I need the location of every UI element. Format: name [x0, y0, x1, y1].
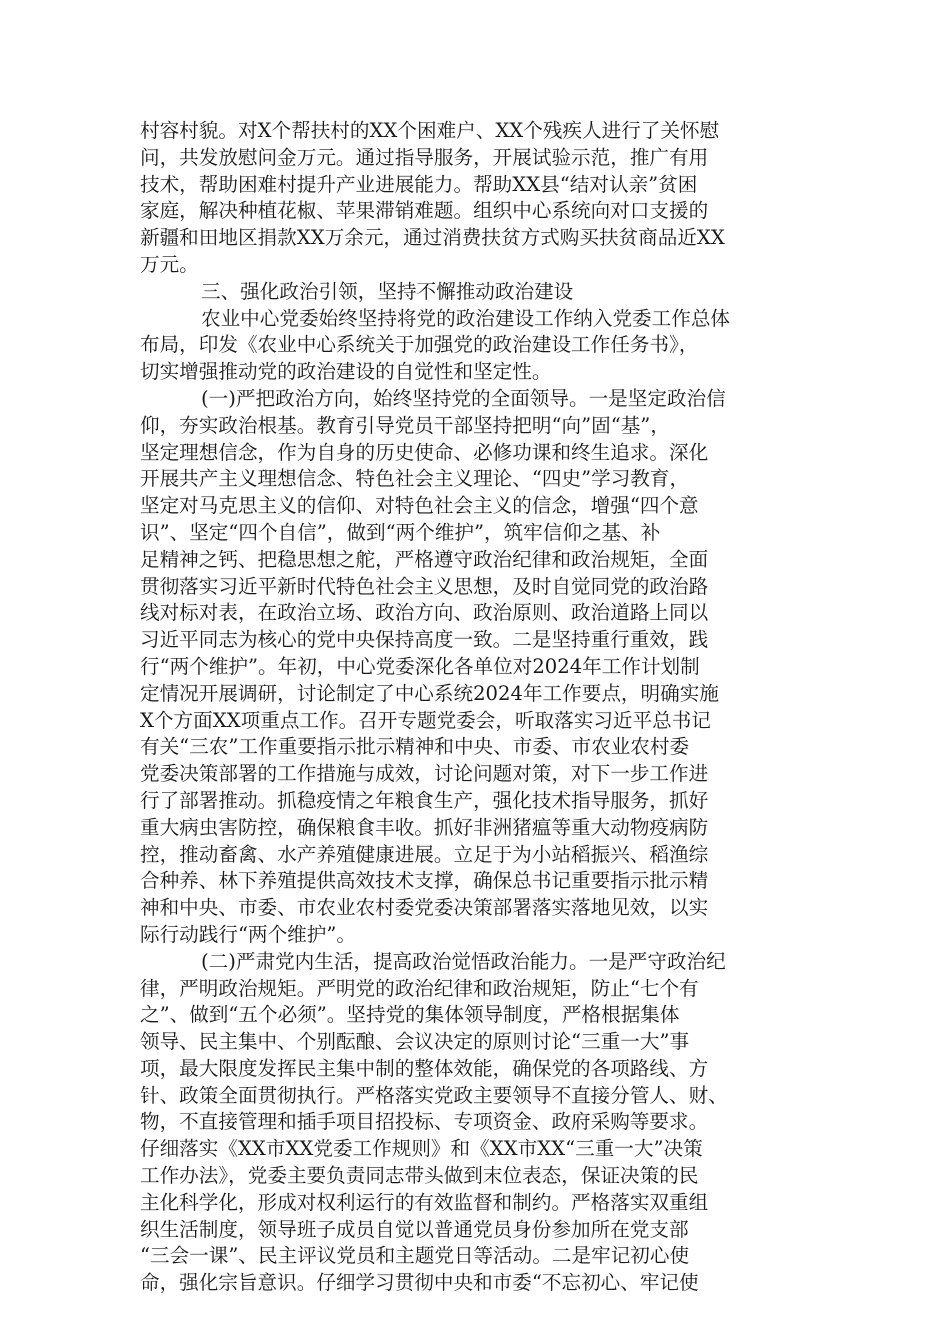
text-line: 主化科学化，形成对权利运行的有效监督和制约。严格落实双重组 [140, 1190, 709, 1214]
subsection-heading-line: (二)严肃党内生活，提高政治觉悟政治能力。一是严守政治纪 [201, 949, 726, 973]
text-line: 足精神之钙、把稳思想之舵，严格遵守政治纪律和政治规矩，全面 [140, 547, 709, 571]
document-body [140, 118, 826, 1297]
text-line: 习近平同志为核心的党中央保持高度一致。二是坚持重行重效，践 [140, 628, 709, 652]
text-line: 技术，帮助困难村提升产业进展能力。帮助XX县“结对认亲”贫困 [140, 172, 698, 196]
text-line: 重大病虫害防控，确保粮食丰收。抓好非洲猪瘟等重大动物疫病防 [140, 815, 709, 839]
text-line: X个方面XX项重点工作。召开专题党委会，听取落实习近平总书记 [140, 708, 711, 732]
text-line: 贯彻落实习近平新时代特色社会主义思想，及时自觉同党的政治路 [140, 574, 709, 598]
text-line: 切实增强推动党的政治建设的自觉性和坚定性。 [140, 360, 552, 384]
text-line: “三会一课”、民主评议党员和主题党日等活动。二是牢记初心使 [140, 1244, 690, 1268]
text-line: 党委决策部署的工作措施与成效，讨论问题对策，对下一步工作进 [140, 762, 709, 786]
text-line: 针、政策全面贯彻执行。严格落实党政主要领导不直接分管人、财、 [140, 1083, 728, 1107]
text-line: 行“两个维护”。年初，中心党委深化各单位对2024年工作计划制 [140, 654, 700, 678]
text-line: 行了部署推动。抓稳疫情之年粮食生产，强化技术指导服务，抓好 [140, 788, 709, 812]
text-line: 布局，印发《农业中心系统关于加强党的政治建设工作任务书》， [140, 333, 699, 357]
text-line: 项，最大限度发挥民主集中制的整体效能，确保党的各项路线、方 [140, 1056, 709, 1080]
text-line: 仰，夯实政治根基。教育引导党员干部坚持把明“向”固“基”， [140, 413, 670, 437]
text-line: 开展共产主义理想信念、特色社会主义理论、“四史”学习教育， [140, 467, 690, 491]
text-line: 物，不直接管理和插手项目招投标、专项资金、政府采购等要求。 [140, 1110, 709, 1134]
text-line: 织生活制度，领导班子成员自觉以普通党员身份参加所在党支部 [140, 1217, 689, 1241]
text-line: 定情况开展调研，讨论制定了中心系统2024年工作要点，明确实施 [140, 681, 719, 705]
text-line: 新疆和田地区捐款XX万余元，通过消费扶贫方式购买扶贫商品近XX [140, 226, 725, 250]
text-line: 家庭，解决种植花椒、苹果滞销难题。组织中心系统向对口支援的 [140, 199, 709, 223]
text-line: 有关“三农”工作重要指示批示精神和中央、市委、市农业农村委 [140, 735, 690, 759]
text-line: 仔细落实《XX市XX党委工作规则》和《XX市XX“三重一大”决策 [140, 1137, 703, 1161]
text-line: 线对标对表，在政治立场、政治方向、政治原则、政治道路上同以 [140, 601, 709, 625]
text-line: 问，共发放慰问金万元。通过指导服务，开展试验示范，推广有用 [140, 145, 709, 169]
text-line: 律，严明政治规矩。严明党的政治纪律和政治规矩，防止“七个有 [140, 976, 699, 1000]
text-line: 际行动践行“两个维护”。 [140, 922, 356, 946]
text-line: 之”、做到“五个必须”。坚持党的集体领导制度，严格根据集体 [140, 1003, 680, 1027]
text-line: 领导、民主集中、个别酝酿、会议决定的原则讨论“三重一大”事 [140, 1030, 690, 1054]
text-line: 坚定理想信念，作为自身的历史使命、必修功课和终生追求。深化 [140, 440, 709, 464]
text-line: 控，推动畜禽、水产养殖健康进展。立足于为小站稻振兴、稻渔综 [140, 842, 709, 866]
text-line: 识”、坚定“四个自信”，做到“两个维护”，筑牢信仰之基、补 [140, 520, 661, 544]
text-line: 村容村貌。对X个帮扶村的XX个困难户、XX个残疾人进行了关怀慰 [140, 119, 720, 142]
text-line: 命，强化宗旨意识。仔细学习贯彻中央和市委“不忘初心、牢记使 [140, 1271, 699, 1295]
text-line: 神和中央、市委、市农业农村委党委决策部署落实落地见效，以实 [140, 896, 709, 920]
text-line: 坚定对马克思主义的信仰、对特色社会主义的信念，增强“四个意 [140, 494, 699, 518]
section-heading: 三、强化政治引领，坚持不懈推动政治建设 [201, 279, 574, 303]
text-line: 工作办法》，党委主要负责同志带头做到末位表态，保证决策的民 [140, 1164, 699, 1188]
paragraph-start-line: 农业中心党委始终坚持将党的政治建设工作纳入党委工作总体 [201, 306, 731, 330]
subsection-heading-line: (一)严把政治方向，始终坚持党的全面领导。一是坚定政治信 [201, 386, 726, 410]
text-line: 万元。 [140, 252, 199, 276]
text-line: 合种养、林下养殖提供高效技术支撑，确保总书记重要指示批示精 [140, 869, 709, 893]
